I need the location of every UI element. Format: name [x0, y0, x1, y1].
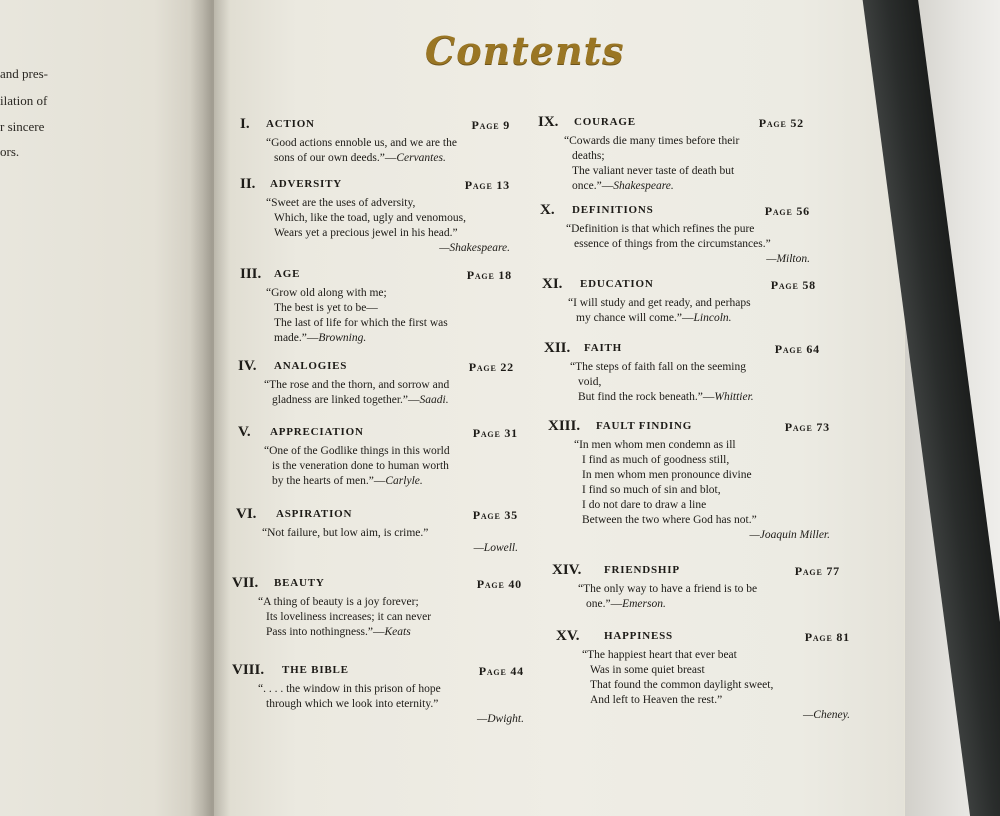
quote-line: Its loveliness increases; it can never: [266, 611, 432, 623]
quote-line: Pass into nothingness.”—Keats: [266, 626, 411, 638]
quote-line: through which we look into eternity.”: [266, 698, 439, 710]
epigraph-quote: [258, 595, 522, 640]
quote-line: one.”—Emerson.: [586, 598, 666, 610]
chapter-number: VIII.: [232, 662, 265, 678]
chapter-title: ACTION: [266, 118, 315, 130]
chapter-number: I.: [240, 116, 250, 132]
epigraph-quote: [566, 222, 810, 267]
chapter-number: XV.: [556, 628, 580, 644]
quote-line: “Cowards die many times before their: [564, 135, 740, 147]
epigraph-quote: [266, 286, 512, 346]
quote-author: —Shakespeare.: [439, 242, 510, 254]
quote-line: void,: [578, 376, 602, 388]
epigraph-quote: [570, 360, 820, 405]
left-page-text-line: r sincere: [0, 119, 45, 134]
epigraph-quote: [574, 438, 830, 543]
quote-author: Keats: [384, 626, 411, 638]
epigraph-quote: [266, 196, 510, 256]
chapter-number: III.: [240, 266, 262, 282]
left-page: [0, 0, 220, 816]
entry-heading: [232, 575, 522, 595]
entry-heading: [548, 418, 830, 438]
contents-entry: [238, 424, 518, 489]
quote-line: That found the common daylight sweet,: [590, 679, 774, 691]
page-reference: Page 77: [794, 564, 840, 578]
page-reference: Page 64: [774, 342, 820, 356]
entry-heading: [540, 202, 810, 222]
left-page-text-line: and pres-: [0, 66, 49, 81]
contents-entry: [538, 114, 804, 194]
quote-author: Shakespeare.: [613, 180, 674, 192]
page-reference: Page 73: [784, 420, 830, 434]
chapter-number: XIII.: [548, 418, 581, 434]
quote-line: Was in some quiet breast: [590, 664, 705, 676]
quote-line: “In men whom men condemn as ill: [574, 439, 736, 451]
entry-heading: [556, 628, 850, 648]
page-reference: Page 40: [476, 577, 522, 591]
quote-author: —Cheney.: [803, 709, 850, 721]
contents-entry: [240, 116, 510, 166]
quote-line: The last of life for which the first was: [274, 317, 448, 329]
quote-line: I find so much of sin and blot,: [582, 484, 721, 496]
quote-author: —Lowell.: [473, 542, 518, 554]
quote-author: Emerson.: [622, 598, 666, 610]
chapter-number: X.: [540, 202, 555, 218]
contents-heading: Contents: [425, 28, 625, 73]
chapter-number: XII.: [544, 340, 571, 356]
entry-heading: [236, 506, 518, 526]
quote-line: sons of our own deeds.”—Cervantes.: [274, 152, 446, 164]
left-page-text-line: ors.: [0, 144, 20, 159]
quote-line: made.”—Browning.: [274, 332, 367, 344]
quote-line: “. . . . the window in this prison of hope: [258, 683, 441, 695]
book-gutter: [190, 0, 230, 816]
epigraph-quote: [564, 134, 804, 194]
chapter-number: V.: [238, 424, 251, 440]
chapter-title: AGE: [274, 268, 301, 280]
epigraph-quote: [264, 378, 514, 408]
page-reference: Page 18: [466, 268, 512, 282]
epigraph-quote: [258, 682, 524, 727]
entry-heading: [552, 562, 840, 582]
entry-heading: [240, 116, 510, 136]
contents-entry: [240, 266, 512, 346]
epigraph-quote: [264, 444, 518, 489]
entry-heading: [238, 424, 518, 444]
contents-entry: [236, 506, 518, 556]
quote-line: “Good actions ennoble us, and we are the: [266, 137, 457, 149]
chapter-number: IX.: [538, 114, 559, 130]
quote-line: And left to Heaven the rest.”: [590, 694, 723, 706]
quote-line: by the hearts of men.”—Carlyle.: [272, 475, 423, 487]
epigraph-quote: [262, 526, 518, 556]
chapter-title: EDUCATION: [580, 278, 654, 290]
page-reference: Page 81: [804, 630, 850, 644]
contents-entry: [552, 562, 840, 612]
quote-line: “Definition is that which refines the pure: [566, 223, 755, 235]
chapter-title: FAITH: [584, 342, 623, 354]
quote-line: “I will study and get ready, and perhaps: [568, 297, 751, 309]
quote-author: —Dwight.: [477, 713, 524, 725]
chapter-number: IV.: [238, 358, 257, 374]
chapter-title: FAULT FINDING: [596, 420, 693, 432]
epigraph-quote: [582, 648, 850, 723]
contents-entry: [542, 276, 816, 326]
page-reference: Page 52: [758, 116, 804, 130]
quote-author: Carlyle.: [385, 475, 423, 487]
chapter-title: ANALOGIES: [274, 360, 348, 372]
quote-line: “Sweet are the uses of adversity,: [266, 197, 416, 209]
quote-line: is the veneration done to human worth: [272, 460, 449, 472]
contents-entry: [556, 628, 850, 723]
entry-heading: [238, 358, 514, 378]
quote-line: “Not failure, but low aim, is crime.”: [262, 527, 429, 539]
quote-line: “One of the Godlike things in this world: [264, 445, 450, 457]
contents-entry: [540, 202, 810, 267]
chapter-number: VI.: [236, 506, 257, 522]
chapter-title: APPRECIATION: [270, 426, 364, 438]
quote-line: my chance will come.”—Lincoln.: [576, 312, 732, 324]
chapter-number: XIV.: [552, 562, 582, 578]
chapter-title: THE BIBLE: [282, 664, 349, 676]
quote-line: deaths;: [572, 150, 605, 162]
quote-line: once.”—Shakespeare.: [572, 180, 674, 192]
quote-line: “The steps of faith fall on the seeming: [570, 361, 746, 373]
contents-entry: [548, 418, 830, 543]
contents-entry: [232, 662, 524, 727]
quote-author: Cervantes.: [396, 152, 446, 164]
quote-author: Saadi.: [419, 394, 449, 406]
quote-author: —Joaquin Miller.: [749, 529, 830, 541]
quote-line: Wears yet a precious jewel in his head.”: [274, 227, 458, 239]
chapter-title: DEFINITIONS: [572, 204, 654, 216]
page-reference: Page 44: [478, 664, 524, 678]
page-reference: Page 58: [770, 278, 816, 292]
page-reference: Page 56: [764, 204, 810, 218]
quote-line: In men whom men pronounce divine: [582, 469, 752, 481]
quote-author: Lincoln.: [693, 312, 732, 324]
quote-line: I find as much of goodness still,: [582, 454, 730, 466]
epigraph-quote: [266, 136, 510, 166]
contents-entry: [238, 358, 514, 408]
quote-author: Whittier.: [714, 391, 754, 403]
quote-line: gladness are linked together.”—Saadi.: [272, 394, 449, 406]
quote-line: The valiant never taste of death but: [572, 165, 735, 177]
quote-author: —Milton.: [766, 253, 810, 265]
chapter-number: VII.: [232, 575, 259, 591]
quote-line: “The rose and the thorn, and sorrow and: [264, 379, 450, 391]
quote-line: “The happiest heart that ever beat: [582, 649, 737, 661]
quote-author: Browning.: [318, 332, 367, 344]
quote-line: The best is yet to be—: [274, 302, 378, 314]
entry-heading: [240, 266, 512, 286]
quote-line: Which, like the toad, ugly and venomous,: [274, 212, 466, 224]
page-reference: Page 35: [472, 508, 518, 522]
entry-heading: [538, 114, 804, 134]
epigraph-quote: [578, 582, 840, 612]
chapter-title: FRIENDSHIP: [604, 564, 680, 576]
quote-line: essence of things from the circumstances.”: [574, 238, 771, 250]
page-reference: Page 9: [471, 118, 510, 132]
entry-heading: [240, 176, 510, 196]
chapter-title: ASPIRATION: [276, 508, 353, 520]
page-reference: Page 31: [472, 426, 518, 440]
chapter-title: BEAUTY: [274, 577, 325, 589]
quote-line: “A thing of beauty is a joy forever;: [258, 596, 419, 608]
entry-heading: [544, 340, 820, 360]
page-reference: Page 13: [464, 178, 510, 192]
quote-line: But find the rock beneath.”—Whittier.: [578, 391, 754, 403]
entry-heading: [232, 662, 524, 682]
chapter-number: II.: [240, 176, 256, 192]
quote-line: “The only way to have a friend is to be: [578, 583, 758, 595]
entry-heading: [542, 276, 816, 296]
quote-line: “Grow old along with me;: [266, 287, 387, 299]
chapter-title: COURAGE: [574, 116, 636, 128]
contents-entry: [544, 340, 820, 405]
contents-entry: [232, 575, 522, 640]
left-page-text-line: ilation of: [0, 93, 48, 108]
page-reference: Page 22: [468, 360, 514, 374]
contents-entry: [240, 176, 510, 256]
chapter-title: HAPPINESS: [604, 630, 673, 642]
epigraph-quote: [568, 296, 816, 326]
quote-line: Between the two where God has not.”: [582, 514, 757, 526]
chapter-title: ADVERSITY: [270, 178, 342, 190]
chapter-number: XI.: [542, 276, 563, 292]
quote-line: I do not dare to draw a line: [582, 499, 707, 511]
